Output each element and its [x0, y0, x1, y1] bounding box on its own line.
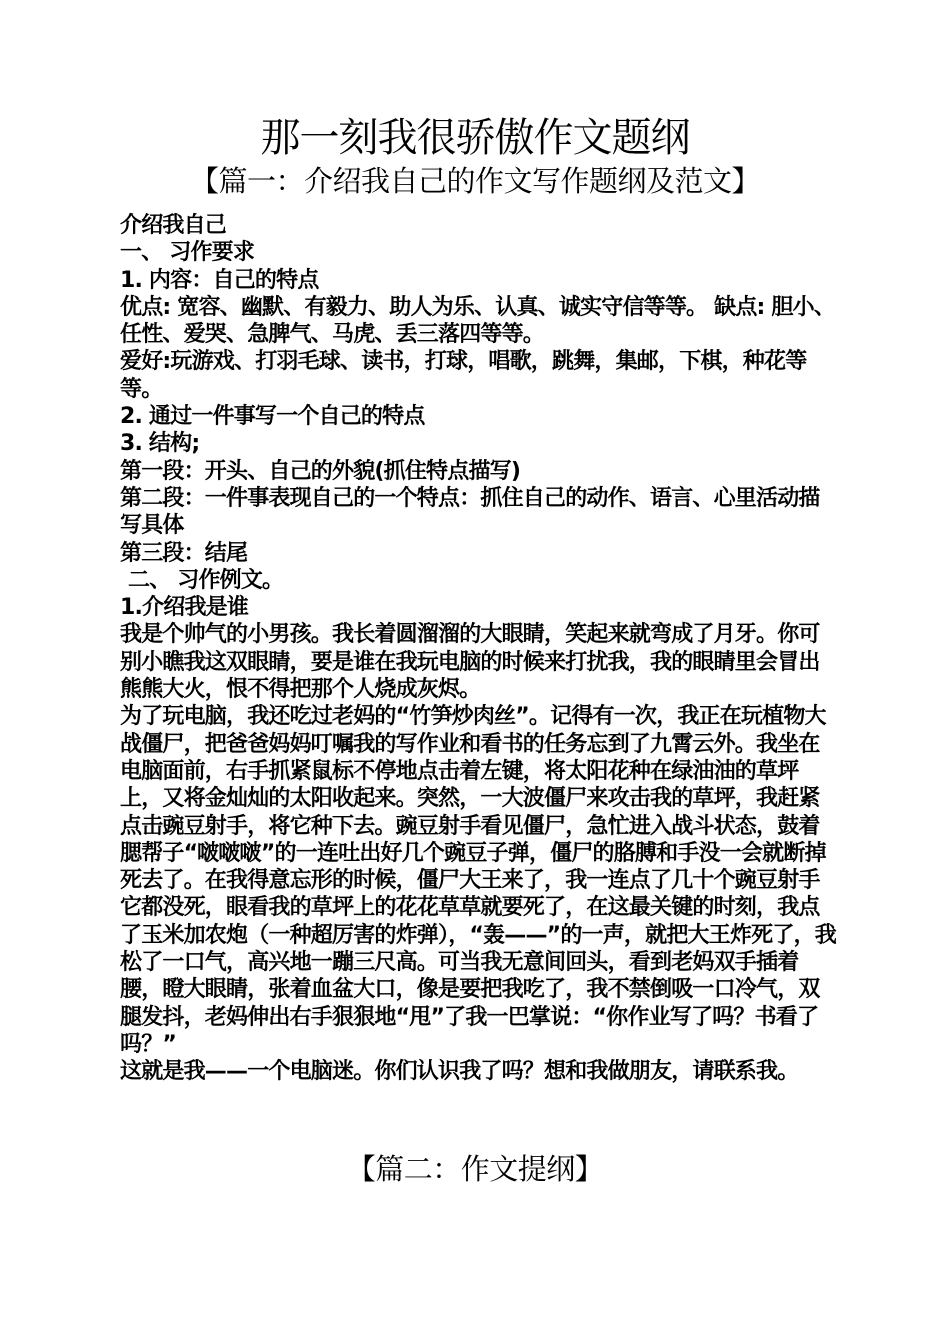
structure-paragraph-two: 第二段：一件事表现自己的一个特点：抓住自己的动作、语言、心里活动描写具体 — [120, 485, 820, 539]
section-title-part-two: 【篇二：作文提纲】 — [346, 1152, 604, 1186]
section-title-part-one: 【篇一：介绍我自己的作文写作题纲及范文】 — [189, 164, 760, 198]
requirements-heading: 一、 习作要求 — [120, 240, 255, 266]
example-subheading: 1.介绍我是谁 — [120, 595, 249, 621]
strengths-weaknesses-text: 优点: 宽容、幽默、有毅力、助人为乐、认真、诚实守信等等。 缺点: 胆小、任性、爱哭、急脾气、马虎、丢三落四等等。 — [120, 294, 835, 348]
requirement-item-content: 1. 内容：自己的特点 — [120, 267, 319, 293]
essay-paragraph: 为了玩电脑，我还吃过老妈的“竹笋炒肉丝”。记得有一次，我正在玩植物大战僵尸，把爸爸妈妈叮嘱我的写作业和看书的任务忘到了九霄云外。我坐在电脑面前，右手抓紧鼠标不停地点击着左键，将太阳花种在绿油油的草坪上，又将金灿灿的太阳收起来。突然，一大波僵尸来攻击我的草坪，我赶紧点击豌豆射手，将它种下去。豌豆射手看见僵尸，急忙进入战斗状态，鼓着腮帮子“啵啵啵”的一连吐出好几个豌豆子弹，僵尸的胳膊和手没一会就断掉死去了。在我得意忘形的时候，僵尸大王来了，我一连点了几十个豌豆射手它都没死，眼看我的草坪上的花花草草就要死了，在这最关键的时刻，我点了玉米加农炮（一种超厉害的炸弹），“轰——”的一声，就把大王炸死了，我松了一口气，高兴地一蹦三尺高。可当我无意间回头，看到老妈双手插着腰，瞪大眼睛，张着血盆大口，像是要把我吃了，我不禁倒吸一口冷气，双腿发抖，老妈伸出右手狠狠地“甩”了我一巴掌说：“你作业写了吗？书看了吗？” — [120, 704, 836, 1057]
page-title: 那一刻我很骄傲作文题纲 — [260, 115, 690, 161]
essay-paragraph: 我是个帅气的小男孩。我长着圆溜溜的大眼睛，笑起来就弯成了月牙。你可别小瞧我这双眼睛，要是谁在我玩电脑的时候来打扰我，我的眼睛里会冒出熊熊大火，恨不得把那个人烧成灰烬。 — [120, 622, 820, 703]
structure-paragraph-one: 第一段：开头、自己的外貌(抓住特点描写) — [120, 458, 521, 484]
section-heading: 介绍我自己 — [120, 213, 227, 238]
structure-paragraph-three: 第三段：结尾 — [120, 540, 248, 566]
requirement-item-structure: 3. 结构; — [120, 431, 200, 457]
requirement-item-event: 2. 通过一件事写一个自己的特点 — [120, 404, 425, 430]
document-body — [116, 212, 840, 1086]
essay-paragraph: 这就是我——一个电脑迷。你们认识我了吗？想和我做朋友，请联系我。 — [120, 1059, 799, 1085]
example-heading: 二、 习作例文。 — [128, 567, 284, 593]
hobbies-text: 爱好:玩游戏、打羽毛球、读书，打球，唱歌，跳舞，集邮，下棋，种花等等。 — [120, 349, 807, 402]
